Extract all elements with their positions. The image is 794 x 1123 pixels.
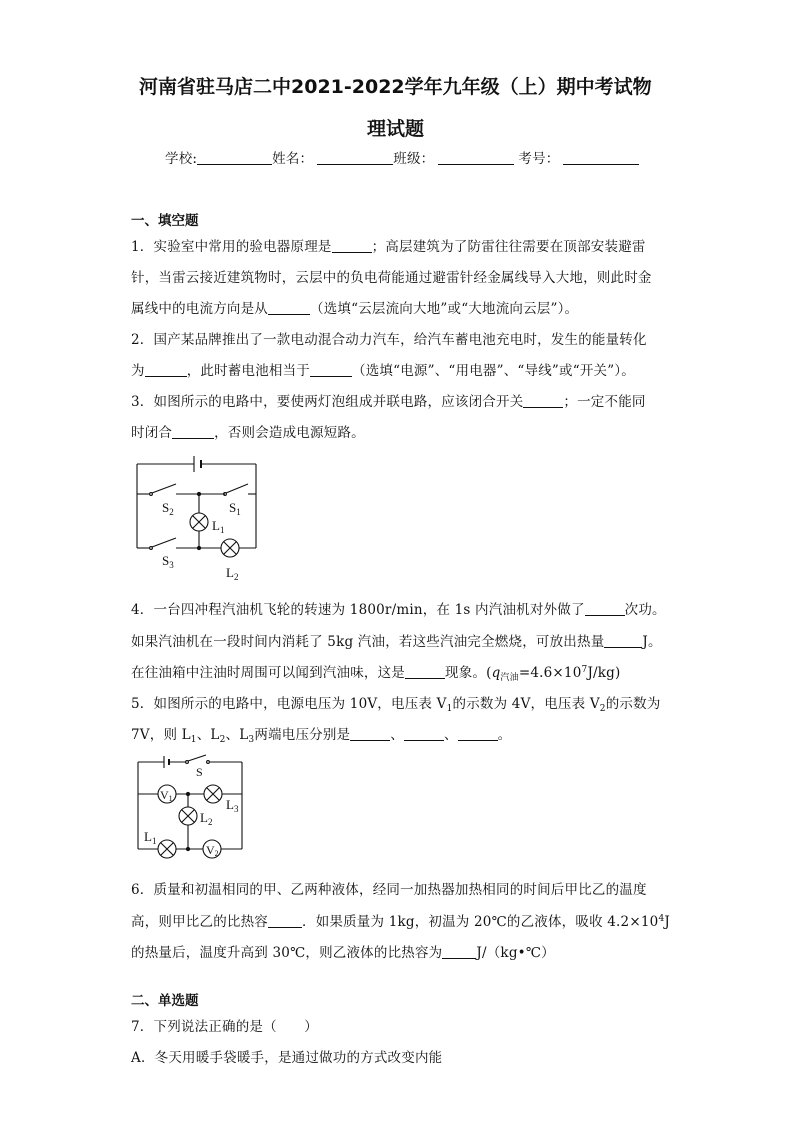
label-l1: $L_1$ [144, 829, 157, 846]
q1-blank-1[interactable] [332, 238, 372, 253]
school-label: 学校: [165, 151, 198, 167]
q3-blank-1[interactable] [523, 393, 563, 408]
label-s2: $S_2$ [162, 500, 174, 517]
circuit-diagram-q3 [128, 452, 268, 587]
q4-blank-3[interactable] [405, 664, 445, 679]
q7-stem: 7．下列说法正确的是（ ） [131, 1019, 318, 1035]
q5-line1: 5．如图所示的电路中，电源电压为 10V，电压表 $V_1$的示数为 4V，电压表 $V_2$的示数为 [131, 696, 661, 714]
q3-blank-2[interactable] [172, 424, 214, 439]
switch-s1 [226, 484, 248, 493]
q5-blank-1[interactable] [350, 726, 390, 741]
q6-blank-2[interactable] [442, 944, 476, 959]
q2-line2: 为 ，此时蓄电池相当于 （选填“电源”、“用电器”、“导线”或“开关”）。 [131, 363, 635, 379]
q2-blank-1[interactable] [145, 362, 187, 377]
circuit-diagram-q5 [130, 752, 250, 864]
label-l3: $L_3$ [226, 797, 239, 814]
q4-blank-2[interactable] [604, 633, 642, 648]
q4-line2: 如果汽油机在一段时间内消耗了 5kg 汽油，若这些汽油完全燃烧，可放出热量 J。 [131, 634, 662, 650]
exam-number-blank[interactable] [563, 150, 639, 165]
q5-blank-3[interactable] [458, 726, 498, 741]
q2-blank-2[interactable] [310, 362, 352, 377]
q4-blank-1[interactable] [585, 601, 625, 616]
q6-line1: 6．质量和初温相同的甲、乙两种液体，经同一加热器加热相同的时间后甲比乙的温度 [131, 882, 647, 898]
q1-blank-2[interactable] [268, 300, 310, 315]
q1-line2: 针，当雷云接近建筑物时，云层中的负电荷能通过避雷针经金属线导入大地，则此时金 [131, 270, 652, 286]
name-blank[interactable] [317, 150, 393, 165]
q1-line3: 属线中的电流方向是从 （选填“云层流向大地”或“大地流向云层”）。 [131, 301, 579, 317]
q5-blank-2[interactable] [404, 726, 444, 741]
q6-blank-1[interactable] [268, 913, 302, 928]
class-blank[interactable] [438, 150, 514, 165]
class-label: 班级： [393, 151, 435, 167]
section-heading-fill-in: 一、填空题 [131, 213, 199, 229]
label-l1: $L_1$ [212, 518, 225, 535]
page-title: 河南省驻马店二中2021-2022学年九年级（上）期中考试物 [139, 76, 652, 98]
q6-line3: 的热量后，温度升高到 30℃，则乙液体的比热容为 J/（kg•℃） [131, 945, 555, 961]
q2-line1: 2．国产某品牌推出了一款电动混合动力汽车，给汽车蓄电池充电时，发生的能量转化 [131, 332, 647, 348]
label-l2: $L_2$ [200, 810, 213, 827]
label-v2: V2 [206, 843, 219, 858]
q3-line1: 3．如图所示的电路中，要使两灯泡组成并联电路，应该闭合开关 ；一定不能同 [131, 394, 646, 410]
q3-line2: 时闭合 ，否则会造成电源短路。 [131, 425, 365, 441]
section-heading-single-choice: 二、单选题 [131, 993, 199, 1009]
school-blank[interactable] [197, 150, 272, 165]
q4-line3: 在往油箱中注油时周围可以闻到汽油味，这是 现象。$(q_{汽油}=4.6\times 10^7J/kg)$ [131, 665, 621, 683]
q4-line1: 4．一台四冲程汽油机飞轮的转速为 1800r/min，在 1s 内汽油机对外做了 次功。 [131, 602, 666, 618]
label-s1: $S_1$ [229, 500, 241, 517]
page-title-continued: 理试题 [367, 118, 425, 140]
label-s: S [196, 765, 203, 779]
q6-line2: 高，则甲比乙的比热容 ．如果质量为 1kg，初温为 20℃的乙液体，吸收 $4.2\times 10^4J$ [131, 914, 670, 930]
q5-line2: 7V，则 $L_1$、$L_2$、$L_3$两端电压分别是 、 、 。 [131, 727, 512, 745]
switch-s3 [152, 538, 176, 547]
q7-option-a[interactable]: A．冬天用暖手袋暖手，是通过做功的方式改变内能 [131, 1050, 443, 1066]
label-v1: V1 [160, 788, 173, 803]
q1-line1: 1．实验室中常用的验电器原理是 ；高层建筑为了防雷往往需要在顶部安装避雷 [131, 239, 646, 255]
label-s3: $S_3$ [162, 553, 174, 570]
switch-s [188, 755, 206, 761]
student-info-line [165, 147, 639, 167]
name-label: 姓名： [272, 151, 314, 167]
exam-number-label: 考号： [518, 151, 560, 167]
label-l2: $L_2$ [226, 565, 239, 582]
switch-s2 [152, 484, 176, 493]
